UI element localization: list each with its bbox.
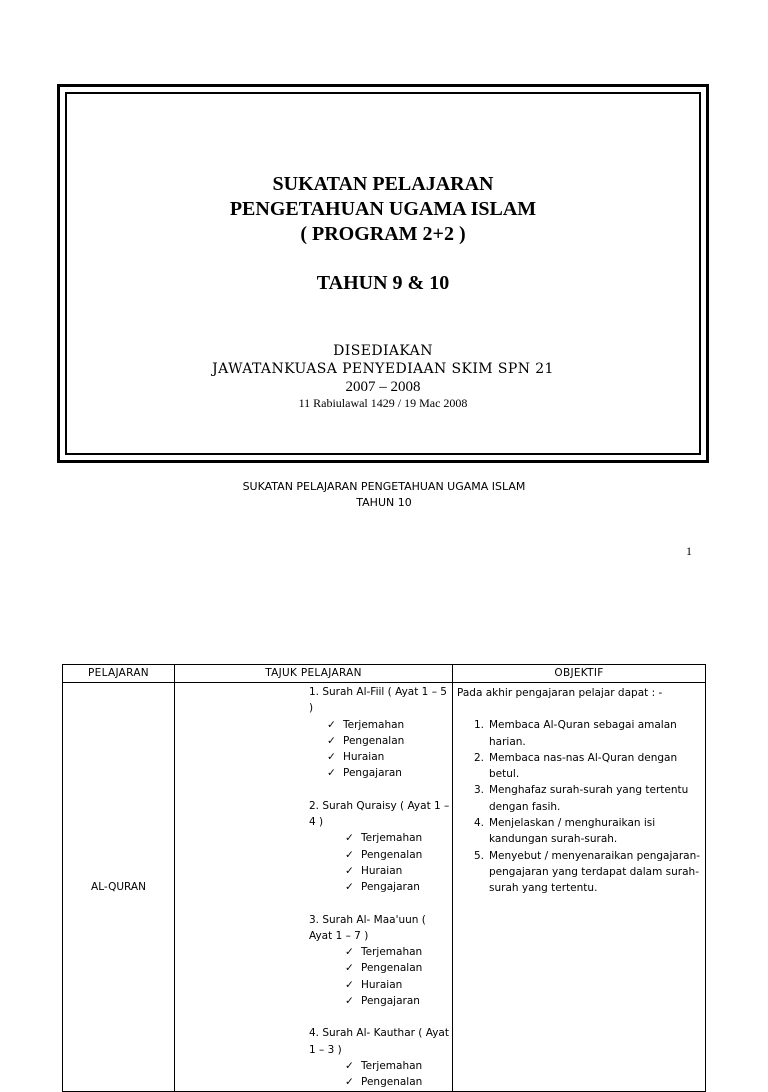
- list-item: ✓ Pengajaran: [175, 765, 452, 781]
- objective-intro: Pada akhir pengajaran pelajar dapat : -: [457, 687, 663, 699]
- checkmark-icon: ✓: [345, 978, 354, 991]
- syllabus-table: [62, 664, 706, 1092]
- surah-title: 4. Surah Al- Kauthar ( Ayat 1 – 3 ): [309, 1027, 449, 1056]
- surah-title: 2. Surah Quraisy ( Ayat 1 – 4 ): [309, 799, 450, 829]
- table-header-row: [63, 665, 706, 683]
- header-pelajaran: PELAJARAN: [63, 665, 175, 683]
- checkmark-icon: ✓: [327, 734, 336, 747]
- list-item: ✓ Pengenalan: [175, 733, 452, 749]
- objectives-cell: [453, 683, 706, 1092]
- objective-list: [457, 717, 701, 896]
- checkmark-icon: ✓: [327, 718, 336, 731]
- topics-cell: [175, 683, 453, 1092]
- checkmark-icon: ✓: [327, 751, 336, 764]
- list-item: ✓ Terjemahan: [175, 944, 452, 960]
- table-row: [63, 683, 706, 1092]
- cover-prepared-label: DISEDIAKAN: [333, 343, 433, 359]
- header-objektif: OBJEKTIF: [453, 665, 706, 683]
- list-item: ✓ Terjemahan: [175, 717, 452, 733]
- header-tajuk-pelajaran: TAJUK PELAJARAN: [175, 665, 453, 683]
- checkmark-icon: ✓: [345, 832, 354, 845]
- list-item: ✓ Pengajaran: [175, 993, 452, 1009]
- cover-title-line2: PENGETAHUAN UGAMA ISLAM: [229, 198, 537, 220]
- surah-block: [175, 798, 452, 896]
- cover-title-line3: ( PROGRAM 2+2 ): [300, 223, 466, 245]
- surah-block: [175, 684, 452, 782]
- checkmark-icon: ✓: [345, 848, 354, 861]
- surah-title: 3. Surah Al- Maa'uun ( Ayat 1 – 7 ): [309, 913, 426, 942]
- checkmark-icon: ✓: [327, 767, 336, 780]
- list-item: ✓ Huraian: [175, 749, 452, 765]
- list-item: 1. Membaca Al-Quran sebagai amalan harian.: [474, 719, 677, 748]
- surah-title: 1. Surah Al-Fiil ( Ayat 1 – 5 ): [309, 686, 447, 715]
- list-item: ✓ Pengenalan: [175, 1074, 452, 1090]
- syllabus-heading: SUKATAN PELAJARAN PENGETAHUAN UGAMA ISLAM: [242, 480, 526, 493]
- list-item: 5. Menyebut / menyenaraikan pengajaran-pengajaran yang terdapat dalam surah-surah yang tertentu.: [474, 849, 701, 895]
- subject-label: AL-QURAN: [91, 880, 146, 893]
- checkmark-icon: ✓: [345, 946, 354, 959]
- page-number: 1: [686, 544, 692, 558]
- list-item: ✓ Pengajaran: [175, 879, 452, 895]
- checkmark-icon: ✓: [345, 1076, 354, 1089]
- checkmark-icon: ✓: [345, 1059, 354, 1072]
- list-item: ✓ Pengenalan: [175, 960, 452, 976]
- checkmark-icon: ✓: [345, 864, 354, 877]
- list-item: ✓ Pengenalan: [175, 847, 452, 863]
- surah-block: [175, 1025, 452, 1090]
- cover-date: 11 Rabiulawal 1429 / 19 Mac 2008: [298, 396, 468, 410]
- cover-session: 2007 – 2008: [345, 379, 421, 395]
- cover-inner-border: [65, 92, 701, 455]
- cover-frame: [57, 84, 709, 463]
- checkmark-icon: ✓: [345, 995, 354, 1008]
- surah-block: [175, 912, 452, 1010]
- list-item: 3. Menghafaz surah-surah yang tertentu dengan fasih.: [474, 784, 689, 813]
- cover-year-label: TAHUN 9 & 10: [316, 272, 450, 294]
- list-item: ✓ Huraian: [175, 863, 452, 879]
- checkmark-icon: ✓: [345, 962, 354, 975]
- list-item: ✓ Huraian: [175, 977, 452, 993]
- subject-cell: [63, 683, 175, 1092]
- list-item: ✓ Terjemahan: [175, 830, 452, 846]
- list-item: 4. Menjelaskan / menghuraikan isi kandungan surah-surah.: [474, 817, 656, 846]
- cover-committee: JAWATANKUASA PENYEDIAAN SKIM SPN 21: [212, 361, 554, 377]
- cover-title-line1: SUKATAN PELAJARAN: [272, 173, 494, 195]
- syllabus-year: TAHUN 10: [356, 496, 412, 509]
- list-item: 2. Membaca nas-nas Al-Quran dengan betul.: [474, 751, 678, 781]
- checkmark-icon: ✓: [345, 881, 354, 894]
- list-item: ✓ Terjemahan: [175, 1058, 452, 1074]
